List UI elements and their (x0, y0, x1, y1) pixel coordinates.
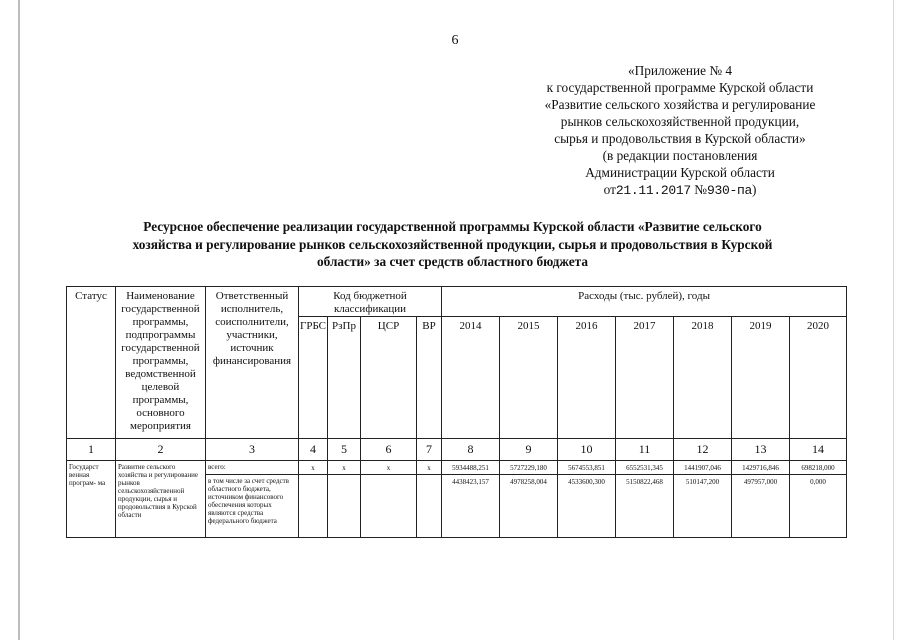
row-federal-value: 510147,200 (674, 475, 732, 538)
header-year: 2014 (442, 317, 500, 439)
header-status: Статус (67, 287, 116, 439)
header-vr: ВР (417, 317, 442, 439)
row-code: х (361, 461, 417, 475)
row-empty-cell (299, 475, 328, 538)
resource-table (66, 286, 847, 538)
row-total-label: всего: (206, 461, 299, 475)
column-number: 11 (616, 439, 674, 461)
row-code: х (417, 461, 442, 475)
column-number: 12 (674, 439, 732, 461)
column-number: 14 (790, 439, 847, 461)
row-status: Государст венная програм- ма (67, 461, 116, 538)
row-federal-value: 0,000 (790, 475, 847, 538)
header-executor: Ответственный исполнитель, соисполнители, участники, источник финансирования (206, 287, 299, 439)
column-number: 2 (116, 439, 206, 461)
row-federal-value: 497957,000 (732, 475, 790, 538)
row-federal-label: в том числе за счет средств областного бюджета, источником финансового обеспечения которых являются средства федерального бюджета (206, 475, 299, 538)
header-expenses: Расходы (тыс. рублей), годы (442, 287, 847, 317)
row-total-value: 698218,000 (790, 461, 847, 475)
header-year: 2017 (616, 317, 674, 439)
row-total-value: 6552531,345 (616, 461, 674, 475)
row-total-value: 5674553,851 (558, 461, 616, 475)
header-csr: ЦСР (361, 317, 417, 439)
page-number: 6 (451, 33, 459, 48)
header-budget-code: Код бюджетной классификации (299, 287, 442, 317)
title-line: хозяйства и регулирование рынков сельскохозяйственной продукции, сырья и продовольствия в Курской (132, 236, 773, 252)
appendix-line: Администрации Курской области (585, 165, 775, 180)
appendix-line: к государственной программе Курской области (546, 80, 814, 95)
page-edge-right (893, 0, 894, 640)
row-program-name: Развитие сельского хозяйства и регулирование рынков сельскохозяйственной продукции, сырья и продовольствия в Курской области (116, 461, 206, 538)
appendix-line: рынков сельскохозяйственной продукции, (560, 114, 800, 129)
column-number-row (67, 439, 847, 461)
appendix-date-line (470, 181, 890, 199)
row-code: х (299, 461, 328, 475)
row-empty-cell (328, 475, 361, 538)
column-number: 7 (417, 439, 442, 461)
row-federal-value: 5150822,468 (616, 475, 674, 538)
column-number: 9 (500, 439, 558, 461)
column-number: 8 (442, 439, 500, 461)
row-empty-cell (417, 475, 442, 538)
title-line: области» за счет средств областного бюджета (316, 254, 589, 269)
row-total-value: 1441907,046 (674, 461, 732, 475)
date-suffix: ) (751, 182, 757, 197)
row-total-value: 5934488,251 (442, 461, 500, 475)
row-federal-value: 4438423,157 (442, 475, 500, 538)
header-year: 2015 (500, 317, 558, 439)
document-title (60, 218, 845, 271)
title-line: Ресурсное обеспечение реализации государственной программы Курской области «Развитие сельского (143, 219, 762, 234)
appendix-header (470, 62, 890, 199)
appendix-line: (в редакции постановления (602, 148, 758, 163)
header-name: Наименование государственной программы, подпрограммы государственной программы, ведомственной целевой программы, основного мероприятия (116, 287, 206, 439)
table-row (67, 461, 847, 475)
column-number: 6 (361, 439, 417, 461)
row-total-value: 5727229,180 (500, 461, 558, 475)
row-code: х (328, 461, 361, 475)
resolution-number: 930-па (706, 183, 752, 198)
header-rzpr: РзПр (328, 317, 361, 439)
page-edge-left (18, 0, 20, 640)
column-number: 10 (558, 439, 616, 461)
resolution-date: 21.11.2017 (615, 183, 691, 198)
column-number: 3 (206, 439, 299, 461)
number-sign: № (694, 182, 707, 197)
header-row (67, 287, 847, 317)
row-empty-cell (361, 475, 417, 538)
column-number: 5 (328, 439, 361, 461)
appendix-line: сырья и продовольствия в Курской области» (554, 131, 806, 146)
header-year: 2016 (558, 317, 616, 439)
row-federal-value: 4533600,300 (558, 475, 616, 538)
column-number: 13 (732, 439, 790, 461)
row-federal-value: 4978258,004 (500, 475, 558, 538)
header-grbs: ГРБС (299, 317, 328, 439)
header-year: 2020 (790, 317, 847, 439)
header-year: 2019 (732, 317, 790, 439)
column-number: 1 (67, 439, 116, 461)
row-total-value: 1429716,846 (732, 461, 790, 475)
appendix-line: «Приложение № 4 (628, 63, 732, 78)
date-prefix: от (603, 182, 616, 197)
column-number: 4 (299, 439, 328, 461)
appendix-line: «Развитие сельского хозяйства и регулирование (544, 97, 816, 112)
header-year: 2018 (674, 317, 732, 439)
